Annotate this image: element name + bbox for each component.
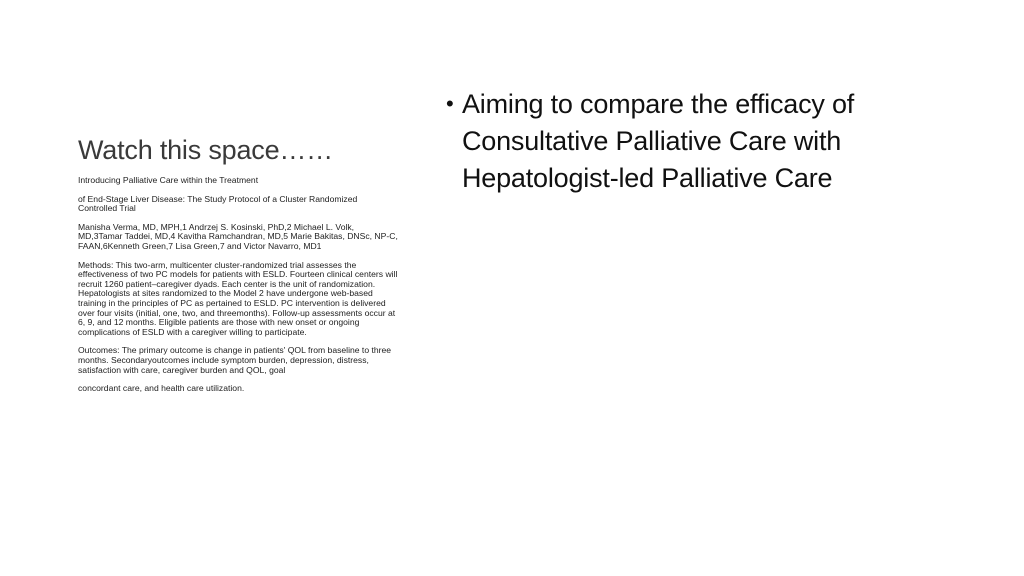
bullet-text: Aiming to compare the efficacy of Consultative Palliative Care with Hepatologist-led Palliative Care (462, 89, 855, 193)
paragraph-study-title: of End-Stage Liver Disease: The Study Protocol of a Cluster Randomized Controlled Trial (78, 193, 358, 214)
paragraph-outcomes-continued: concordant care, and health care utilization. (78, 383, 245, 394)
bullet-icon: • (446, 91, 454, 116)
right-column (446, 86, 966, 197)
slide-title: Watch this space…… (78, 135, 333, 165)
paragraph-authors: Manisha Verma, MD, MPH,1 Andrzej S. Kosinski, PhD,2 Michael L. Volk, MD,3Tamar Taddei, MD,4 Kavitha Ramchandran, MD,5 Marie Bakitas, DNSc, NP-C, FAAN,6Kenneth Green,7 Lisa Green,7 and Victor Navarro, MD1 (78, 221, 398, 251)
paragraph-intro: Introducing Palliative Care within the Treatment (78, 175, 259, 185)
bullet-item (446, 86, 966, 197)
left-column (78, 134, 398, 403)
paragraph-methods: Methods: This two-arm, multicenter cluster-randomized trial assesses the effectiveness of two PC models for patients with ESLD. Fourteen clinical centers will recruit 1260 patient–caregiver dyads. Each center is the unit of randomization. Hepatologists at sites randomized to the Model 2 have undergone web-based training in the principles of PC as pertained to ESLD. PC intervention is delivered over four visits (initial, one, two, and threemonths). Follow-up assessments occur at 6, 9, and 12 months. Eligible patients are those with new onset or ongoing complications of ESLD with a caregiver willing to participate. (78, 259, 398, 337)
paragraph-outcomes: Outcomes: The primary outcome is change in patients' QOL from baseline to three months. Secondaryoutcomes include symptom burden, depression, distress, satisfaction with care, caregiver burden and QOL, goal (78, 345, 392, 375)
